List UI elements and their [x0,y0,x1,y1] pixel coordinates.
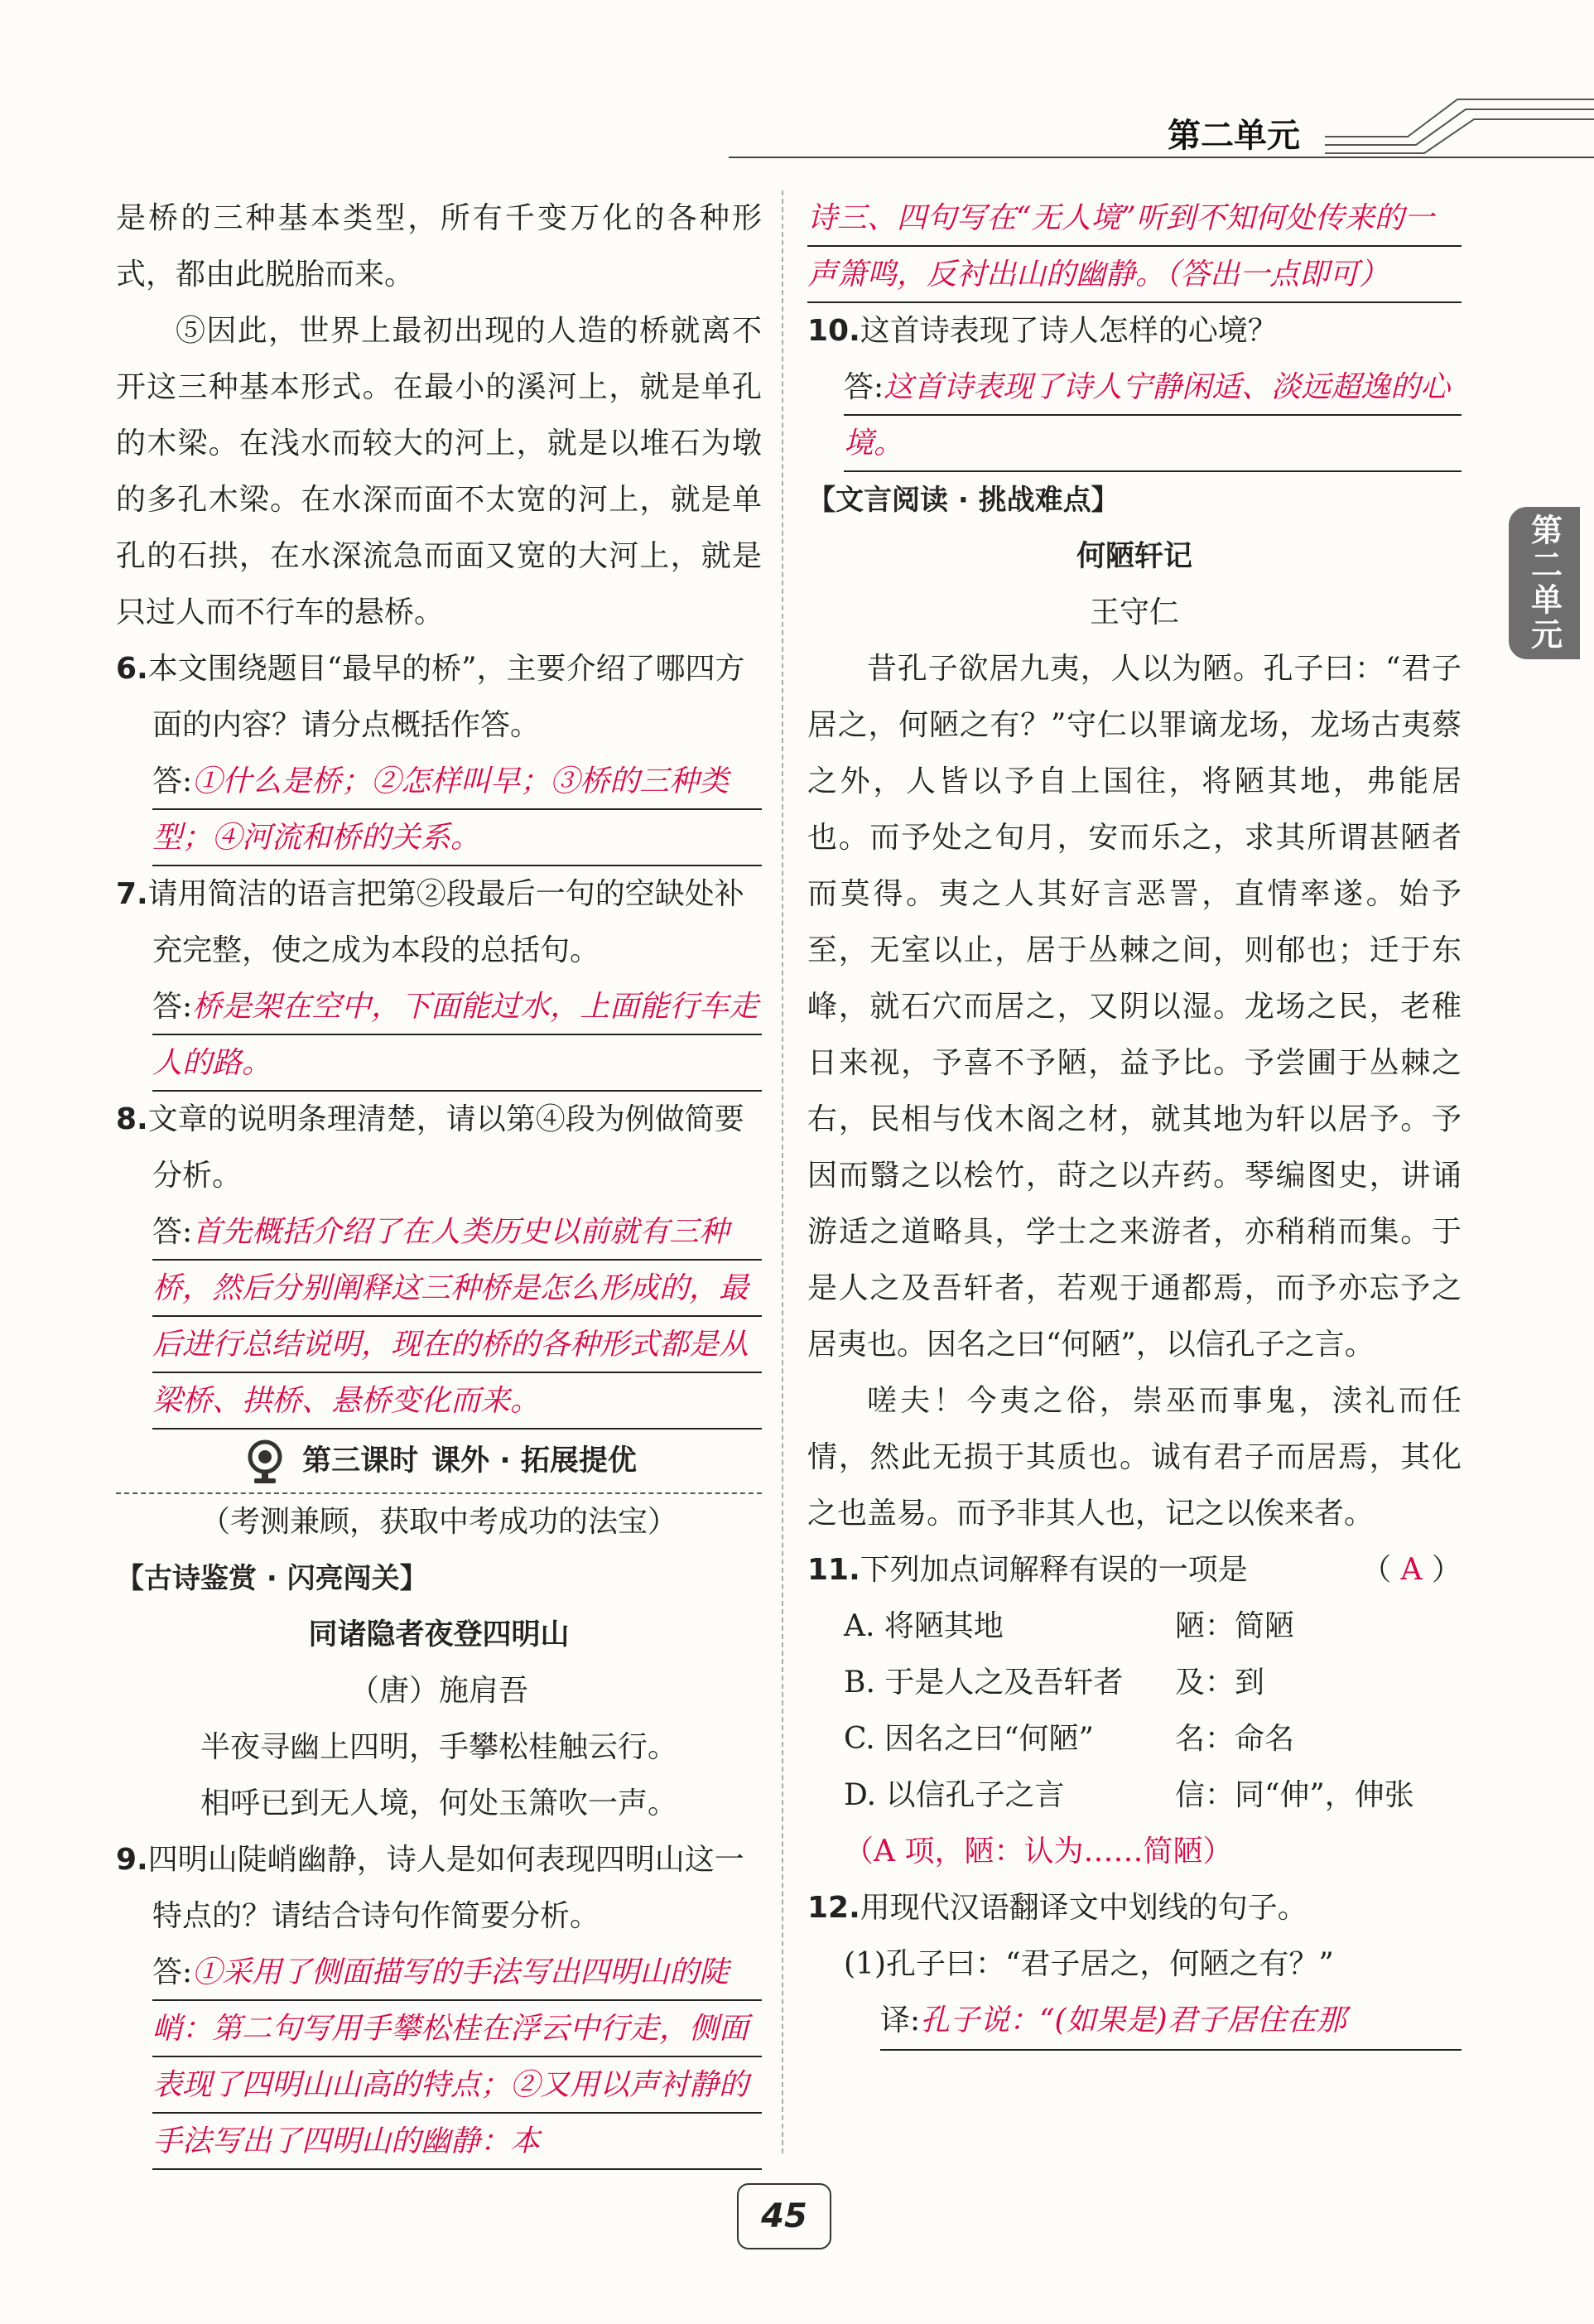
question-10 [807,303,1462,359]
answer-label: 答: [152,764,193,798]
answer-label: 答: [152,1955,193,1989]
question-number: 11. [807,1553,860,1587]
paragraph-5: ⑤因此，世界上最初出现的人造的桥就离不开这三种基本形式。在最小的溪河上，就是单孔的木梁。在浅水而较大的河上，就是以堆石为墩的多孔木梁。在水深而面不太宽的河上，就是单孔的石拱，在水深流急而面又宽的大河上，就是只过人而不行车的悬桥。 [116,314,762,629]
question-9 [116,1832,762,1945]
option-c: C. 因名之曰“何陋” 名：命名 [844,1722,1295,1756]
page-number: 45 [737,2183,831,2249]
poem-line-1: 半夜寻幽上四明，手攀松桂触云行。 [200,1730,677,1764]
answer-text: 孔子说：“(如果是)君子居住在那 [920,2003,1346,2037]
side-unit-tab: 第二单元 [1509,507,1580,659]
answer-12-1 [880,1993,1462,2051]
answer-11-note: （A 项，陋：认为……简陋） [844,1835,1233,1868]
question-text: 下列加点词解释有误的一项是 [860,1553,1248,1587]
question-6 [116,641,762,754]
option-b: B. 于是人之及吾轩者 及：到 [844,1666,1265,1700]
answer-label: 答: [844,370,884,404]
question-12 [807,1880,1462,1936]
question-text: 请用简洁的语言把第②段最后一句的空缺处补充完整，使之成为本段的总括句。 [147,877,744,967]
question-text: 文章的说明条理清楚，请以第④段为例做简要分析。 [147,1102,744,1193]
answer-9 [152,1945,762,2170]
essay-paragraph-1: 昔孔子欲居九夷，人以为陋。孔子曰：“君子居之，何陋之有？”守仁以罪谪龙场，龙场古夷蔡之外，人皆以予自上国往，将陋其地，弗能居也。而予处之旬月，安而乐之，求其所谓甚陋者而莫得。夷之人其好言恶詈，直情率遂。始予至，无室以止，居于丛棘之间，则郁也；迁于东峰，就石穴而居之，又阴以湿。龙场之民，老稚日来视，予喜不予陋，益予比。予尝圃于丛棘之右，民相与伐木阁之材，就其地为轩以居予。予因而翳之以桧竹，莳之以卉药。琴编图史，讲诵游适之道略具，学士之来游者，亦稍稍而集。于是人之及吾轩者，若观于通都焉，而予亦忘予之居夷也。因名之曰“何陋”，以信孔子之言。 [807,652,1462,1362]
answer-text: ①采用了侧面描写的手法写出四明山的陡峭：第二句写用手攀松桂在浮云中行走，侧面表现了四明山山高的特点；②又用以声衬静的手法写出了四明山的幽静：本 [152,1955,749,2158]
option-a: A. 将陋其地 陋：简陋 [844,1609,1295,1643]
column-divider [782,190,792,2153]
essay-title: 何陋轩记 [1076,540,1192,573]
header-decoration [0,0,1594,166]
answer-label: 译: [880,2003,921,2037]
option-d: D. 以信孔子之言 信：同“伸”，伸张 [844,1778,1414,1812]
answer-text: ①什么是桥；②怎样叫早；③桥的三种类型；④河流和桥的关系。 [152,764,730,855]
answer-9-continued: 诗三、四句写在“无人境”听到不知何处传来的一声箫鸣，反衬出山的幽静。（答出一点即可） [807,190,1462,303]
answer-text: 这首诗表现了诗人宁静闲适、淡远超逸的心境。 [844,370,1451,460]
right-column [807,190,1462,2051]
question-12-sub-1: (1)孔子曰：“君子居之，何陋之有？” [844,1947,1334,1981]
left-column [116,190,762,2170]
question-number: 10. [807,314,860,348]
question-number: 9. [116,1843,148,1877]
answer-text: 桥是架在空中，下面能过水，上面能行车走人的路。 [152,990,759,1080]
answer-10 [844,359,1462,472]
poem-title: 同诸隐者夜登四明山 [308,1618,570,1651]
trophy-icon [241,1437,289,1485]
question-8 [116,1092,762,1204]
answer-7 [152,979,762,1092]
answer-label: 答: [152,990,193,1024]
lesson-title: 第三课时 [302,1444,419,1478]
poem-line-2: 相呼已到无人境，何处玉箫吹一声。 [200,1786,677,1820]
unit-title: 第二单元 [1168,117,1300,155]
poem-section-title: 【古诗鉴赏 · 闪亮闯关】 [116,1562,428,1595]
question-number: 8. [116,1102,148,1136]
answer-6 [152,754,762,866]
question-number: 7. [116,877,148,911]
essay-paragraph-2: 嗟夫！今夷之俗，崇巫而事鬼，渎礼而任情，然此无损于其质也。诚有君子而居焉，其化之也盖易。而予非其人也，记之以俟来者。 [807,1384,1462,1531]
question-number: 12. [807,1891,860,1925]
question-text: 本文围绕题目“最早的桥”，主要介绍了哪四方面的内容？请分点概括作答。 [147,652,745,742]
question-7 [116,866,762,979]
classical-section-title: 【文言阅读 · 挑战难点】 [807,484,1120,517]
poem-author: （唐）施肩吾 [349,1674,528,1708]
question-text: 四明山陡峭幽静，诗人是如何表现四明山这一特点的？请结合诗句作简要分析。 [147,1843,744,1933]
lesson-motto: （考测兼顾，获取中考成功的法宝） [200,1505,677,1539]
answer-label: 答: [152,1215,193,1249]
lesson-subtitle: 课外 · 拓展提优 [431,1444,637,1478]
question-number: 6. [116,652,148,686]
question-text: 用现代汉语翻译文中划线的句子。 [860,1891,1307,1925]
answer-choice: A [1400,1553,1423,1587]
question-11: 11.下列加点词解释有误的一项是 （ A ） [807,1553,1462,1587]
lesson-header [116,1430,762,1494]
answer-text: 首先概括介绍了在人类历史以前就有三种桥，然后分别阐释这三种桥是怎么形成的，最后进行总结说明，现在的桥的各种形式都是从梁桥、拱桥、悬桥变化而来。 [152,1215,749,1418]
paragraph-continued: 是桥的三种基本类型，所有千变万化的各种形式，都由此脱胎而来。 [116,201,762,292]
essay-author: 王守仁 [1089,595,1179,629]
question-text: 这首诗表现了诗人怎样的心境？ [860,314,1278,348]
answer-8 [152,1204,762,1430]
